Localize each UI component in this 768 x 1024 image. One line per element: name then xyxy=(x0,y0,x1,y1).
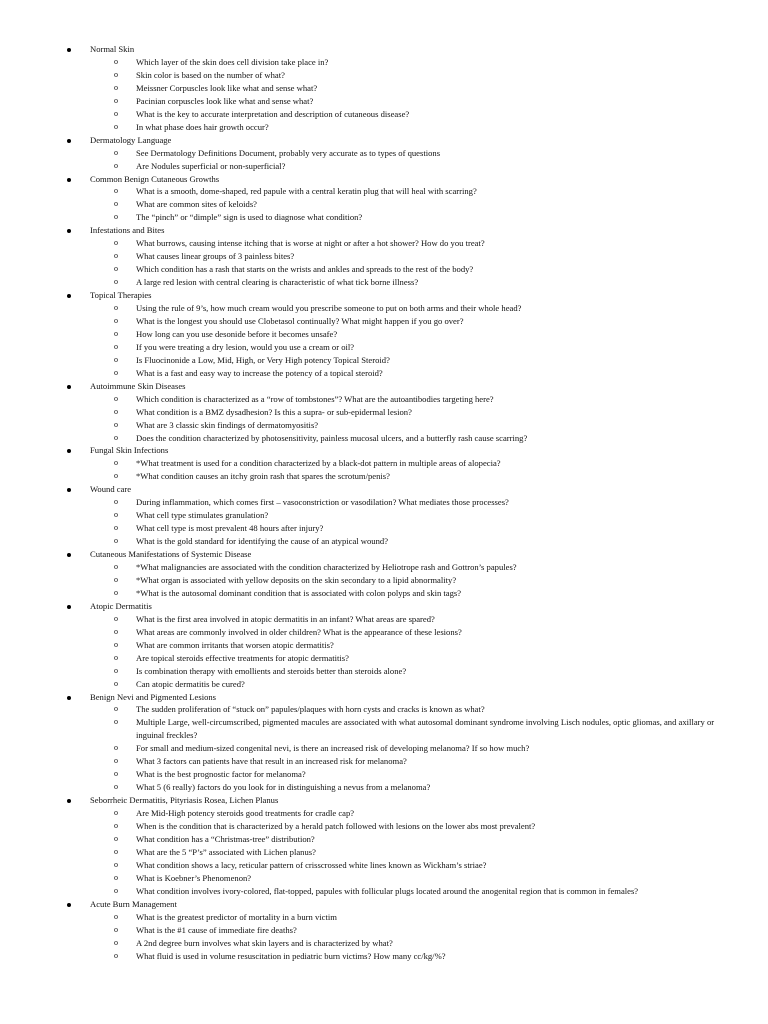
circle-bullet-icon: o xyxy=(114,523,118,533)
question-text: Multiple Large, well-circumscribed, pigmented macules are associated with what autosomal dominant syndrome involving Lisch nodules, optic gliomas, and axillary or inguinal freckles? xyxy=(136,717,715,741)
question-text: What areas are commonly involved in older children? What is the appearance of these lesions? xyxy=(136,626,462,637)
question-text: What is a smooth, dome-shaped, red papule with a central keratin plug that will heal with scarring? xyxy=(136,186,477,197)
question-text: How long can you use desonide before it becomes unsafe? xyxy=(136,328,338,339)
circle-bullet-icon: o xyxy=(114,458,118,468)
question-item xyxy=(0,393,768,406)
bullet-icon xyxy=(67,903,71,907)
topic-title: Benign Nevi and Pigmented Lesions xyxy=(90,691,217,702)
question-item xyxy=(0,147,768,160)
question-text: *What is the autosomal dominant condition that is associated with colon polyps and skin tags? xyxy=(136,587,462,598)
question-text: What are common sites of keloids? xyxy=(136,199,257,210)
question-item xyxy=(0,457,768,470)
topic-item xyxy=(0,134,768,173)
question-text: Are Nodules superficial or non-superficial? xyxy=(136,160,286,171)
bullet-icon xyxy=(67,139,71,143)
question-text: Does the condition characterized by photosensitivity, painless mucosal ulcers, and a butterfly rash cause scarring? xyxy=(136,432,528,443)
topic-title: Normal Skin xyxy=(90,44,135,54)
question-text: What are the 5 “P’s” associated with Lichen planus? xyxy=(136,846,316,857)
circle-bullet-icon: o xyxy=(114,108,118,118)
circle-bullet-icon: o xyxy=(114,808,118,818)
circle-bullet-icon: o xyxy=(114,82,118,92)
question-item xyxy=(0,742,768,755)
topic-item xyxy=(0,548,768,600)
circle-bullet-icon: o xyxy=(114,95,118,105)
question-text: What are 3 classic skin findings of dermatomyositis? xyxy=(136,419,319,430)
question-text: What is a fast and easy way to increase the potency of a topical steroid? xyxy=(136,367,383,378)
circle-bullet-icon: o xyxy=(114,315,118,325)
circle-bullet-icon: o xyxy=(114,341,118,351)
topic-item xyxy=(0,898,768,963)
question-item xyxy=(0,406,768,419)
circle-bullet-icon: o xyxy=(114,328,118,338)
topic-row xyxy=(0,224,768,237)
question-text: What condition involves ivory-colored, flat-topped, papules with follicular plugs located around the anogenital region that is common in females? xyxy=(136,885,639,896)
question-item xyxy=(0,678,768,691)
topic-title: Infestations and Bites xyxy=(90,225,165,236)
question-list xyxy=(0,911,768,963)
question-item xyxy=(0,924,768,937)
question-item xyxy=(0,846,768,859)
topic-item xyxy=(0,483,768,548)
question-text: What is the best prognostic factor for melanoma? xyxy=(136,769,306,780)
question-text: Meissner Corpuscles look like what and sense what? xyxy=(136,82,318,93)
topic-item xyxy=(0,691,768,795)
circle-bullet-icon: o xyxy=(114,471,118,481)
question-item xyxy=(0,302,768,315)
question-text: *What treatment is used for a condition characterized by a black-dot pattern in multiple areas of alopecia? xyxy=(136,458,501,469)
topic-row xyxy=(0,548,768,561)
question-item xyxy=(0,185,768,198)
circle-bullet-icon: o xyxy=(114,743,118,753)
question-item xyxy=(0,341,768,354)
circle-bullet-icon: o xyxy=(114,393,118,403)
question-item xyxy=(0,276,768,289)
topic-item xyxy=(0,794,768,898)
bullet-icon xyxy=(67,696,71,700)
topic-title: Atopic Dermatitis xyxy=(90,600,152,611)
topic-title: Autoimmune Skin Diseases xyxy=(90,380,186,391)
question-text: What condition has a “Christmas-tree” distribution? xyxy=(136,833,315,844)
topic-item xyxy=(0,380,768,445)
topic-row xyxy=(0,289,768,302)
bullet-icon xyxy=(67,605,71,609)
circle-bullet-icon: o xyxy=(114,652,118,662)
question-text: What is the key to accurate interpretation and description of cutaneous disease? xyxy=(136,108,410,119)
question-text: What fluid is used in volume resuscitation in pediatric burn victims? How many cc/kg/%? xyxy=(136,950,446,961)
question-item xyxy=(0,885,768,898)
circle-bullet-icon: o xyxy=(114,406,118,416)
question-text: What is the first area involved in atopic dermatitis in an infant? What areas are spared? xyxy=(136,613,435,624)
bullet-icon xyxy=(67,553,71,557)
question-text: Are Mid-High potency steroids good treatments for cradle cap? xyxy=(136,808,355,819)
bullet-icon xyxy=(67,48,71,52)
question-text: What 5 (6 really) factors do you look for in distinguishing a nevus from a melanoma? xyxy=(136,782,431,793)
question-item xyxy=(0,716,768,742)
question-text: Which layer of the skin does cell division take place in? xyxy=(136,56,329,67)
question-item xyxy=(0,160,768,173)
circle-bullet-icon: o xyxy=(114,704,118,714)
circle-bullet-icon: o xyxy=(114,574,118,584)
question-item xyxy=(0,237,768,250)
question-item xyxy=(0,937,768,950)
question-item xyxy=(0,561,768,574)
question-item xyxy=(0,250,768,263)
circle-bullet-icon: o xyxy=(114,160,118,170)
bullet-icon xyxy=(67,449,71,453)
bullet-icon xyxy=(67,294,71,298)
question-list xyxy=(0,457,768,483)
question-item xyxy=(0,755,768,768)
circle-bullet-icon: o xyxy=(114,911,118,921)
circle-bullet-icon: o xyxy=(114,264,118,274)
question-text: What cell type stimulates granulation? xyxy=(136,510,269,521)
question-item xyxy=(0,108,768,121)
circle-bullet-icon: o xyxy=(114,419,118,429)
circle-bullet-icon: o xyxy=(114,639,118,649)
question-text: See Dermatology Definitions Document, probably very accurate as to types of questions xyxy=(136,147,441,158)
question-item xyxy=(0,665,768,678)
question-item xyxy=(0,768,768,781)
topic-title: Dermatology Language xyxy=(90,134,172,145)
topic-title: Topical Therapies xyxy=(90,290,152,301)
question-text: What 3 factors can patients have that result in an increased risk for melanoma? xyxy=(136,756,407,767)
question-text: What is the greatest predictor of mortality in a burn victim xyxy=(136,911,337,922)
question-text: Can atopic dermatitis be cured? xyxy=(136,678,245,689)
circle-bullet-icon: o xyxy=(114,833,118,843)
topic-item xyxy=(0,173,768,225)
circle-bullet-icon: o xyxy=(114,769,118,779)
circle-bullet-icon: o xyxy=(114,354,118,364)
circle-bullet-icon: o xyxy=(114,937,118,947)
circle-bullet-icon: o xyxy=(114,587,118,597)
circle-bullet-icon: o xyxy=(114,56,118,66)
circle-bullet-icon: o xyxy=(114,717,118,727)
question-text: Is Fluocinonide a Low, Mid, High, or Very High potency Topical Steroid? xyxy=(136,354,390,365)
topic-item xyxy=(0,289,768,380)
circle-bullet-icon: o xyxy=(114,302,118,312)
question-item xyxy=(0,211,768,224)
topic-title: Fungal Skin Infections xyxy=(90,445,169,456)
question-list xyxy=(0,613,768,691)
circle-bullet-icon: o xyxy=(114,859,118,869)
question-item xyxy=(0,807,768,820)
circle-bullet-icon: o xyxy=(114,885,118,895)
question-list xyxy=(0,807,768,898)
circle-bullet-icon: o xyxy=(114,665,118,675)
circle-bullet-icon: o xyxy=(114,186,118,196)
question-text: What condition is a BMZ dysadhesion? Is this a supra- or sub-epidermal lesion? xyxy=(136,406,412,417)
bullet-icon xyxy=(67,178,71,182)
topic-row xyxy=(0,794,768,807)
question-item xyxy=(0,509,768,522)
question-list xyxy=(0,237,768,289)
question-item xyxy=(0,703,768,716)
bullet-icon xyxy=(67,488,71,492)
question-item xyxy=(0,328,768,341)
circle-bullet-icon: o xyxy=(114,212,118,222)
topic-title: Seborrheic Dermatitis, Pityriasis Rosea, Lichen Planus xyxy=(90,795,279,806)
question-text: What is Koebner’s Phenomenon? xyxy=(136,872,252,883)
question-item xyxy=(0,121,768,134)
question-text: A large red lesion with central clearing is characteristic of what tick borne illness? xyxy=(136,277,419,288)
question-text: *What malignancies are associated with the condition characterized by Heliotrope rash and Gottron’s papules? xyxy=(136,561,517,572)
question-text: During inflammation, which comes first – vasoconstriction or vasodilation? What mediates those processes? xyxy=(136,497,509,508)
question-text: What cell type is most prevalent 48 hours after injury? xyxy=(136,523,324,534)
question-item xyxy=(0,626,768,639)
question-text: *What condition causes an itchy groin rash that spares the scrotum/penis? xyxy=(136,471,390,482)
question-item xyxy=(0,263,768,276)
question-item xyxy=(0,574,768,587)
question-item xyxy=(0,315,768,328)
topic-title: Wound care xyxy=(90,484,132,495)
circle-bullet-icon: o xyxy=(114,536,118,546)
question-text: Is combination therapy with emollients and steroids better than steroids alone? xyxy=(136,665,407,676)
topic-row xyxy=(0,380,768,393)
question-text: Are topical steroids effective treatments for atopic dermatitis? xyxy=(136,652,349,663)
circle-bullet-icon: o xyxy=(114,678,118,688)
topic-title: Common Benign Cutaneous Growths xyxy=(90,173,220,184)
topic-row xyxy=(0,898,768,911)
circle-bullet-icon: o xyxy=(114,950,118,960)
question-text: If you were treating a dry lesion, would you use a cream or oil? xyxy=(136,341,355,352)
question-text: In what phase does hair growth occur? xyxy=(136,121,269,132)
circle-bullet-icon: o xyxy=(114,872,118,882)
circle-bullet-icon: o xyxy=(114,924,118,934)
topic-row xyxy=(0,444,768,457)
topic-row xyxy=(0,600,768,613)
topic-row xyxy=(0,173,768,186)
question-text: What burrows, causing intense itching that is worse at night or after a hot shower? How do you treat? xyxy=(136,238,485,249)
bullet-icon xyxy=(67,799,71,803)
question-text: The sudden proliferation of “stuck on” papules/plaques with horn cysts and cracks is known as what? xyxy=(136,704,485,715)
question-item xyxy=(0,820,768,833)
topic-item xyxy=(0,600,768,691)
topic-title: Acute Burn Management xyxy=(90,898,177,909)
question-item xyxy=(0,833,768,846)
circle-bullet-icon: o xyxy=(114,251,118,261)
question-list xyxy=(0,393,768,445)
question-item xyxy=(0,639,768,652)
question-item xyxy=(0,69,768,82)
question-list xyxy=(0,561,768,600)
question-text: Using the rule of 9’s, how much cream would you prescribe someone to put on both arms and their whole head? xyxy=(136,302,522,313)
question-text: *What organ is associated with yellow deposits on the skin secondary to a lipid abnormality? xyxy=(136,574,457,585)
question-item xyxy=(0,470,768,483)
question-item xyxy=(0,613,768,626)
question-item xyxy=(0,872,768,885)
circle-bullet-icon: o xyxy=(114,497,118,507)
question-text: When is the condition that is characterized by a herald patch followed with lesions on the lower abs most prevalent? xyxy=(136,821,536,831)
question-item xyxy=(0,496,768,509)
question-text: What causes linear groups of 3 painless bites? xyxy=(136,251,295,262)
question-item xyxy=(0,535,768,548)
circle-bullet-icon: o xyxy=(114,846,118,856)
question-list xyxy=(0,496,768,548)
question-text: Skin color is based on the number of what? xyxy=(136,69,285,80)
question-item xyxy=(0,781,768,794)
topic-row xyxy=(0,134,768,147)
topic-row xyxy=(0,691,768,704)
question-item xyxy=(0,950,768,963)
question-item xyxy=(0,82,768,95)
question-item xyxy=(0,95,768,108)
circle-bullet-icon: o xyxy=(114,432,118,442)
question-text: For small and medium-sized congenital nevi, is there an increased risk of developing melanoma? If so how much? xyxy=(136,743,530,754)
question-list xyxy=(0,147,768,173)
bullet-icon xyxy=(67,385,71,389)
circle-bullet-icon: o xyxy=(114,277,118,287)
question-text: Pacinian corpuscles look like what and sense what? xyxy=(136,95,314,106)
circle-bullet-icon: o xyxy=(114,626,118,636)
circle-bullet-icon: o xyxy=(114,367,118,377)
topic-row xyxy=(0,483,768,496)
circle-bullet-icon: o xyxy=(114,821,118,830)
question-item xyxy=(0,56,768,69)
question-item xyxy=(0,652,768,665)
question-list xyxy=(0,703,768,794)
circle-bullet-icon: o xyxy=(114,613,118,623)
topic-item xyxy=(0,444,768,483)
question-text: Which condition is characterized as a “row of tombstones”? What are the autoantibodies targeting here? xyxy=(136,393,494,404)
question-item xyxy=(0,587,768,600)
circle-bullet-icon: o xyxy=(114,69,118,79)
question-text: What is the longest you should use Clobetasol continually? What might happen if you go over? xyxy=(136,315,464,326)
question-list xyxy=(0,185,768,224)
topic-title: Cutaneous Manifestations of Systemic Disease xyxy=(90,549,252,560)
question-text: What are common irritants that worsen atopic dermatitis? xyxy=(136,639,334,650)
question-item xyxy=(0,354,768,367)
question-text: A 2nd degree burn involves what skin layers and is characterized by what? xyxy=(136,937,393,948)
circle-bullet-icon: o xyxy=(114,121,118,131)
topic-item xyxy=(0,224,768,289)
question-text: What condition shows a lacy, reticular pattern of crisscrossed white lines known as Wickham’s striae? xyxy=(136,859,487,870)
circle-bullet-icon: o xyxy=(114,756,118,766)
circle-bullet-icon: o xyxy=(114,238,118,248)
question-item xyxy=(0,367,768,380)
topic-item xyxy=(0,43,768,134)
question-item xyxy=(0,522,768,535)
question-item xyxy=(0,859,768,872)
circle-bullet-icon: o xyxy=(114,147,118,157)
topic-row xyxy=(0,43,768,56)
question-item xyxy=(0,911,768,924)
circle-bullet-icon: o xyxy=(114,510,118,520)
question-list xyxy=(0,56,768,134)
bullet-icon xyxy=(67,229,71,233)
question-text: Which condition has a rash that starts on the wrists and ankles and spreads to the rest of the body? xyxy=(136,264,474,275)
question-item xyxy=(0,432,768,445)
circle-bullet-icon: o xyxy=(114,199,118,209)
question-item xyxy=(0,198,768,211)
question-text: The “pinch” or “dimple” sign is used to diagnose what condition? xyxy=(136,212,363,223)
circle-bullet-icon: o xyxy=(114,782,118,792)
question-list xyxy=(0,302,768,380)
question-item xyxy=(0,419,768,432)
question-text: What is the #1 cause of immediate fire deaths? xyxy=(136,924,297,935)
circle-bullet-icon: o xyxy=(114,561,118,571)
question-text: What is the gold standard for identifying the cause of an atypical wound? xyxy=(136,536,389,547)
